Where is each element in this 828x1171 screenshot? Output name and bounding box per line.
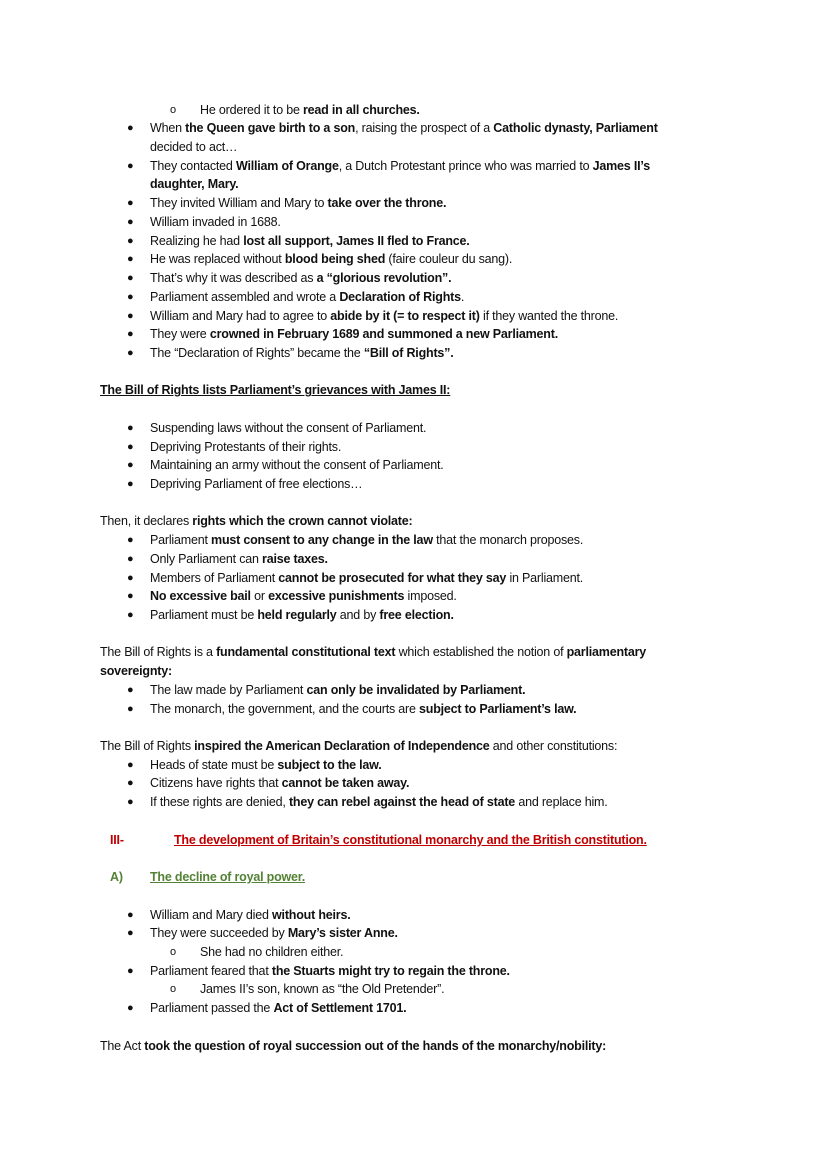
- line-text: [150, 307, 618, 326]
- bold-text: daughter, Mary.: [150, 177, 239, 192]
- bullet-icon: ●: [127, 609, 134, 621]
- bullet-icon: ●: [127, 421, 134, 434]
- text-line: [0, 194, 828, 213]
- bold-text: inspired the American Declaration of Independence: [194, 739, 490, 754]
- text-run: , raising the prospect of a: [355, 121, 494, 136]
- line-text: [150, 550, 328, 569]
- line-text: [150, 438, 341, 457]
- text-run: if they wanted the throne.: [479, 308, 619, 323]
- bold-text: the Queen gave birth to a son: [185, 121, 356, 136]
- text-run: Maintaining an army without the consent of Parliament.: [150, 458, 444, 473]
- text-line: [0, 924, 828, 943]
- text-run: She had no children either.: [200, 944, 344, 959]
- text-run: and replace him.: [515, 795, 608, 810]
- text-run: The decline of royal power.: [150, 870, 306, 885]
- bold-text: subject to the law.: [277, 757, 382, 772]
- text-line: [0, 419, 828, 438]
- text-line: [0, 569, 828, 588]
- bold-text: lost all support, James II fled to France.: [243, 233, 470, 248]
- bullet-icon: ●: [127, 702, 134, 715]
- bullet-icon: ●: [127, 552, 134, 565]
- text-run: He ordered it to be: [200, 102, 304, 117]
- text-run: William and Mary died: [150, 907, 273, 922]
- line-text: [150, 681, 525, 700]
- line-text: [150, 419, 426, 438]
- blank-line: [0, 494, 828, 513]
- line-text: [150, 344, 454, 363]
- bold-text: they can rebel against the head of state: [288, 795, 516, 810]
- text-line: [0, 793, 828, 812]
- bold-text: rights which the crown cannot violate:: [192, 514, 413, 529]
- line-text: [150, 269, 451, 288]
- text-run: or: [250, 589, 269, 604]
- text-line: [0, 643, 828, 662]
- bold-text: sovereignty:: [100, 664, 172, 679]
- bullet-icon: ●: [127, 908, 134, 921]
- bold-text: blood being shed: [284, 252, 386, 267]
- bullet-icon: ●: [127, 683, 134, 696]
- bullet-icon: ●: [127, 215, 134, 228]
- bold-text: free election.: [379, 608, 454, 622]
- text-run: Parliament assembled and wrote a: [150, 289, 340, 304]
- bold-text: “Bill of Rights”.: [363, 345, 454, 360]
- bullet-icon: ●: [127, 927, 134, 940]
- bullet-icon: ●: [127, 253, 134, 266]
- text-line: [0, 700, 828, 719]
- line-text: [150, 138, 237, 157]
- text-run: (faire couleur du sang).: [385, 252, 513, 267]
- line-text: [200, 943, 343, 962]
- line-text: [150, 232, 470, 251]
- blank-line: [0, 849, 828, 868]
- blank-line: [0, 625, 828, 644]
- text-run: If these rights are denied,: [150, 795, 289, 810]
- heading-number: III-: [110, 832, 124, 847]
- text-line: [0, 325, 828, 344]
- line-text: [200, 101, 420, 120]
- bold-text: the Stuarts might try to regain the throne.: [271, 963, 510, 978]
- text-line: [0, 980, 828, 999]
- bold-text: without heirs.: [272, 907, 351, 922]
- bullet-icon: ●: [127, 440, 134, 453]
- line-text: [150, 325, 558, 344]
- line-text: [150, 868, 305, 887]
- bold-text: must consent to any change in the law: [211, 533, 433, 548]
- bold-text: Act of Settlement 1701.: [273, 1001, 407, 1016]
- bullet-icon: ●: [127, 964, 134, 977]
- line-text: [150, 213, 281, 232]
- bullet-icon: ●: [127, 459, 134, 472]
- bullet-icon: ●: [127, 777, 134, 790]
- bold-text: subject to Parliament’s law.: [419, 701, 577, 716]
- text-line: [0, 943, 828, 962]
- text-run: The Bill of Rights: [100, 739, 195, 754]
- line-text: [100, 1037, 606, 1056]
- bullet-icon: ●: [127, 309, 134, 322]
- bold-text: fundamental constitutional text: [216, 645, 396, 660]
- bold-text: held regularly: [257, 608, 337, 622]
- bold-text: Catholic dynasty, Parliament: [493, 121, 658, 136]
- text-line: [0, 269, 828, 288]
- text-line: [0, 662, 828, 681]
- line-text: [150, 531, 583, 550]
- bullet-icon: ●: [127, 571, 134, 584]
- bullet-icon: ●: [127, 796, 134, 809]
- text-run: decided to act…: [150, 140, 238, 155]
- text-run: Parliament: [150, 533, 212, 548]
- text-line: [0, 232, 828, 251]
- text-run: James II’s son, known as “the Old Pretender”.: [200, 982, 445, 997]
- bold-text: William of Orange: [235, 158, 339, 173]
- section-heading: [0, 381, 828, 400]
- line-text: [150, 999, 406, 1018]
- text-run: William invaded in 1688.: [150, 214, 281, 229]
- line-text: [150, 606, 454, 625]
- blank-line: [0, 887, 828, 906]
- text-run: The Bill of Rights is a: [100, 645, 217, 660]
- text-run: They contacted: [150, 158, 236, 173]
- bold-text: James II’s: [592, 158, 650, 173]
- bullet-icon: ●: [127, 328, 134, 341]
- line-text: [100, 662, 172, 681]
- line-text: [150, 793, 608, 812]
- bold-text: read in all churches.: [303, 102, 420, 117]
- sub-bullet-icon: o: [170, 103, 176, 116]
- line-text: [150, 288, 464, 307]
- text-line: [0, 774, 828, 793]
- bold-text: Mary’s sister Anne.: [287, 926, 398, 941]
- bullet-icon: ●: [127, 590, 134, 603]
- line-text: [150, 774, 409, 793]
- text-line: [0, 157, 828, 176]
- text-run: Heads of state must be: [150, 757, 278, 772]
- text-run: Parliament passed the: [150, 1001, 274, 1016]
- bold-text: raise taxes.: [262, 551, 328, 566]
- blank-line: [0, 363, 828, 382]
- bullet-icon: ●: [127, 234, 134, 247]
- text-run: Citizens have rights that: [150, 776, 282, 791]
- text-run: He was replaced without: [150, 252, 285, 267]
- text-line: [0, 344, 828, 363]
- text-line: [0, 288, 828, 307]
- blank-line: [0, 812, 828, 831]
- bold-text: The Bill of Rights lists Parliament’s grievances with James II:: [100, 383, 451, 398]
- text-run: that the monarch proposes.: [432, 533, 584, 548]
- heading-number: A): [110, 870, 123, 885]
- text-run: .: [460, 289, 465, 304]
- text-line: [0, 307, 828, 326]
- text-run: When: [150, 121, 186, 136]
- bullet-icon: ●: [127, 122, 134, 135]
- bullet-icon: ●: [127, 477, 134, 490]
- text-run: and by: [336, 608, 380, 622]
- text-run: Realizing he had: [150, 233, 244, 248]
- bold-text: No excessive bail: [150, 589, 251, 604]
- text-line: [0, 531, 828, 550]
- text-run: Parliament must be: [150, 608, 258, 622]
- line-text: [150, 250, 512, 269]
- bold-text: abide by it (= to respect it): [330, 308, 480, 323]
- line-text: [150, 157, 650, 176]
- text-line: [0, 999, 828, 1018]
- text-line: [0, 681, 828, 700]
- sub-bullet-icon: o: [170, 945, 176, 958]
- line-text: [150, 456, 444, 475]
- section-heading: [0, 868, 828, 887]
- bold-text: a “glorious revolution”.: [316, 271, 452, 286]
- bold-text: parliamentary: [566, 645, 647, 660]
- text-run: They were succeeded by: [150, 926, 288, 941]
- blank-line: [0, 1018, 828, 1037]
- bullet-icon: ●: [127, 1002, 134, 1015]
- line-text: [150, 962, 510, 981]
- text-run: and other constitutions:: [489, 739, 618, 754]
- text-line: [0, 606, 828, 625]
- text-line: [0, 438, 828, 457]
- blank-line: [0, 400, 828, 419]
- text-line: [0, 756, 828, 775]
- text-run: Members of Parliament: [150, 570, 279, 585]
- bold-text: excessive punishments: [268, 589, 405, 604]
- bullet-icon: ●: [127, 272, 134, 285]
- text-run: imposed.: [404, 589, 457, 604]
- text-run: The development of Britain’s constitutional monarchy and the British constitution.: [174, 832, 647, 847]
- text-line: [0, 175, 828, 194]
- text-run: , a Dutch Protestant prince who was married to: [338, 158, 593, 173]
- bold-text: crowned in February 1689 and summoned a new Parliament.: [209, 327, 558, 342]
- text-run: The law made by Parliament: [150, 682, 307, 697]
- bullet-icon: ●: [127, 290, 134, 303]
- text-line: [0, 138, 828, 157]
- text-line: [0, 456, 828, 475]
- line-text: [150, 194, 446, 213]
- bold-text: cannot be prosecuted for what they say: [278, 570, 507, 585]
- line-text: [150, 175, 238, 194]
- bold-text: cannot be taken away.: [281, 776, 410, 791]
- text-line: [0, 1037, 828, 1056]
- bullet-icon: ●: [127, 534, 134, 547]
- text-line: [0, 737, 828, 756]
- line-text: [100, 643, 646, 662]
- text-run: Parliament feared that: [150, 963, 272, 978]
- text-run: Depriving Parliament of free elections…: [150, 476, 363, 491]
- text-line: [0, 962, 828, 981]
- text-line: [0, 101, 828, 120]
- text-run: Depriving Protestants of their rights.: [150, 439, 342, 454]
- line-text: [150, 756, 382, 775]
- line-text: [200, 980, 444, 999]
- text-line: [0, 119, 828, 138]
- text-run: which established the notion of: [395, 645, 567, 660]
- blank-line: [0, 718, 828, 737]
- bullet-icon: ●: [127, 346, 134, 359]
- text-line: [0, 250, 828, 269]
- bullet-icon: ●: [127, 758, 134, 771]
- bullet-icon: ●: [127, 197, 134, 210]
- text-run: Suspending laws without the consent of Parliament.: [150, 420, 427, 435]
- text-line: [0, 512, 828, 531]
- line-text: [100, 381, 450, 400]
- line-text: [150, 924, 398, 943]
- text-line: [0, 906, 828, 925]
- line-text: [150, 569, 583, 588]
- text-run: They invited William and Mary to: [150, 196, 328, 211]
- text-run: The Act: [100, 1038, 145, 1053]
- bold-text: take over the throne.: [327, 196, 447, 211]
- text-run: Only Parliament can: [150, 551, 263, 566]
- line-text: [100, 737, 617, 756]
- bold-text: can only be invalidated by Parliament.: [306, 682, 526, 697]
- text-line: [0, 550, 828, 569]
- text-run: They were: [150, 327, 210, 342]
- bullet-icon: ●: [127, 159, 134, 172]
- line-text: [150, 119, 658, 138]
- line-text: [100, 512, 412, 531]
- text-line: [0, 587, 828, 606]
- text-run: The monarch, the government, and the courts are: [150, 701, 420, 716]
- bold-text: Declaration of Rights: [339, 289, 461, 304]
- text-line: [0, 475, 828, 494]
- sub-bullet-icon: o: [170, 983, 176, 996]
- line-text: [174, 831, 647, 850]
- bold-text: took the question of royal succession out of the hands of the monarchy/nobility:: [144, 1038, 607, 1053]
- section-heading: [0, 831, 828, 850]
- text-run: in Parliament.: [506, 570, 584, 585]
- text-line: [0, 213, 828, 232]
- line-text: [150, 587, 457, 606]
- text-run: William and Mary had to agree to: [150, 308, 331, 323]
- line-text: [150, 700, 576, 719]
- text-run: The “Declaration of Rights” became the: [150, 345, 364, 360]
- line-text: [150, 906, 350, 925]
- document-page: [0, 101, 828, 1056]
- text-run: That’s why it was described as: [150, 271, 317, 286]
- text-run: Then, it declares: [100, 514, 193, 529]
- line-text: [150, 475, 362, 494]
